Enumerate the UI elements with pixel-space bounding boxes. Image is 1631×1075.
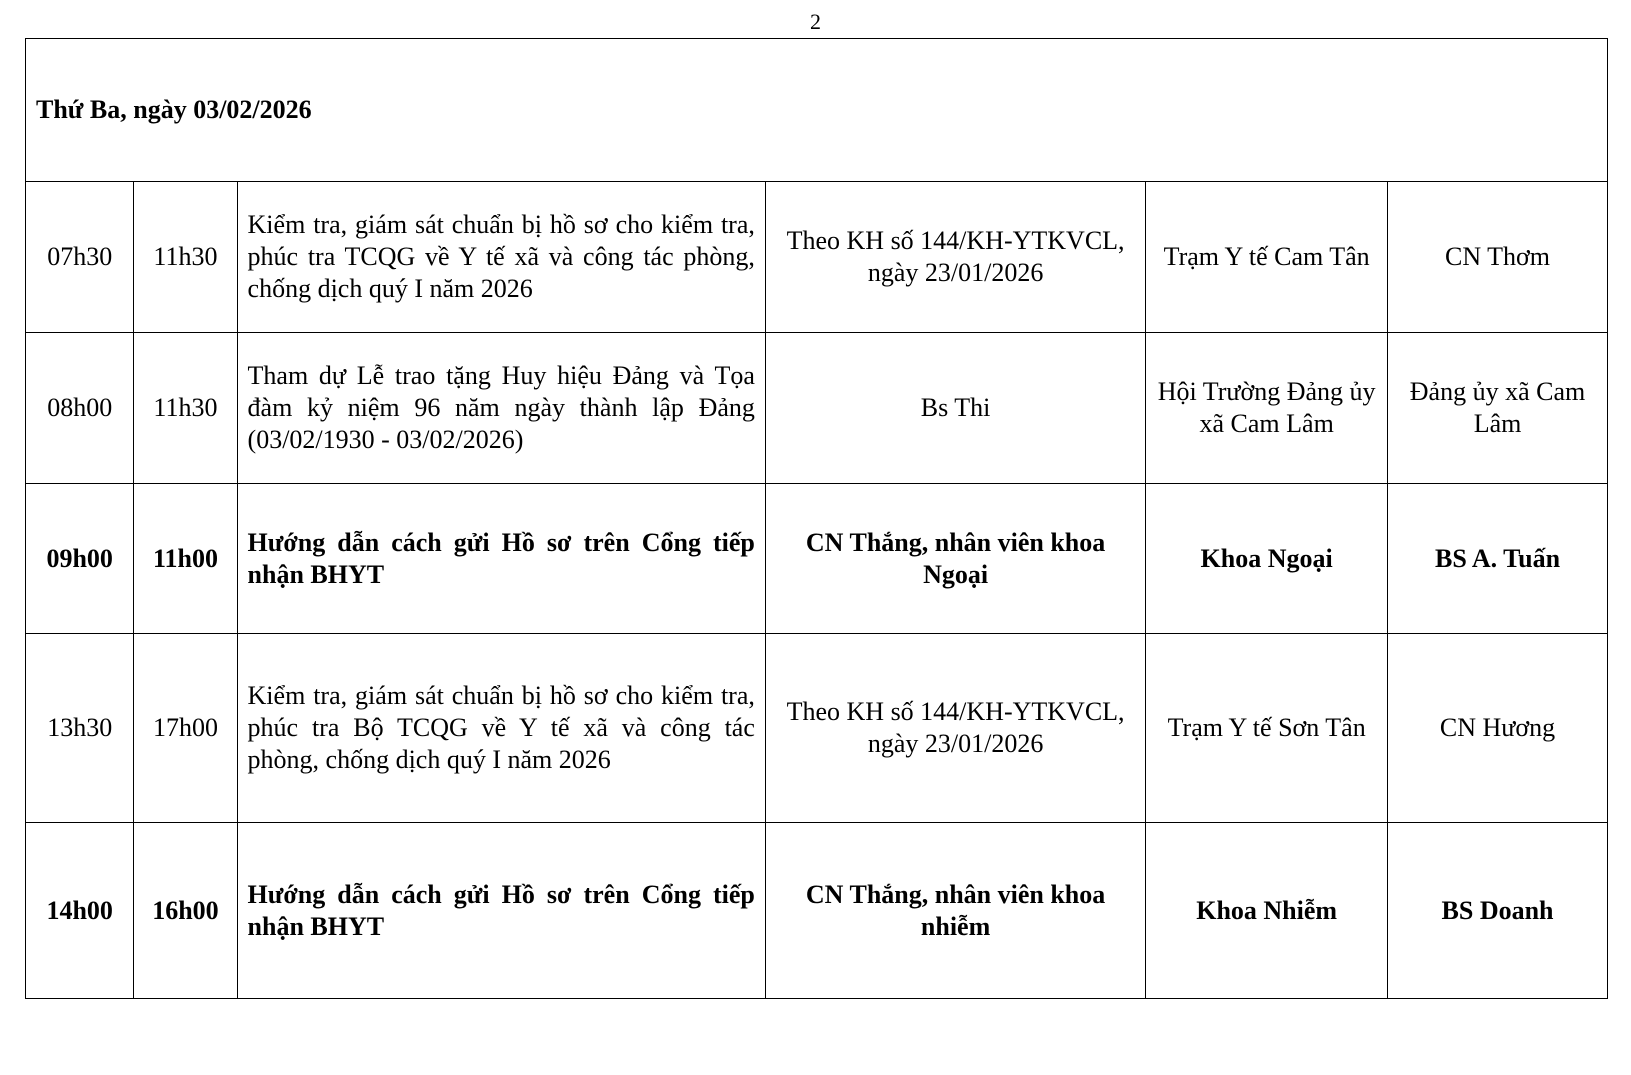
location: Khoa Ngoại (1146, 484, 1388, 634)
lead: Đảng ủy xã Cam Lâm (1388, 333, 1608, 484)
location: Khoa Nhiễm (1146, 823, 1388, 999)
lead: CN Thơm (1388, 182, 1608, 333)
lead: CN Hương (1388, 634, 1608, 823)
start-time: 14h00 (26, 823, 134, 999)
location: Trạm Y tế Sơn Tân (1146, 634, 1388, 823)
table-row (26, 484, 1608, 634)
location: Trạm Y tế Cam Tân (1146, 182, 1388, 333)
start-time: 07h30 (26, 182, 134, 333)
activity-content: Kiểm tra, giám sát chuẩn bị hồ sơ cho kiểm tra, phúc tra TCQG về Y tế xã và công tác phòng, chống dịch quý I năm 2026 (237, 182, 765, 333)
participants: Theo KH số 144/KH-YTKVCL, ngày 23/01/2026 (765, 634, 1145, 823)
end-time: 11h00 (134, 484, 237, 634)
table-row (26, 823, 1608, 999)
lead: BS Doanh (1388, 823, 1608, 999)
table-row (26, 634, 1608, 823)
day-header: Thứ Ba, ngày 03/02/2026 (26, 39, 1608, 182)
page-number: 2 (810, 9, 821, 34)
day-header-row (26, 39, 1608, 182)
start-time: 09h00 (26, 484, 134, 634)
activity-content: Kiểm tra, giám sát chuẩn bị hồ sơ cho kiểm tra, phúc tra Bộ TCQG về Y tế xã và công tác phòng, chống dịch quý I năm 2026 (237, 634, 765, 823)
participants: Theo KH số 144/KH-YTKVCL, ngày 23/01/2026 (765, 182, 1145, 333)
end-time: 16h00 (134, 823, 237, 999)
participants: CN Thắng, nhân viên khoa Ngoại (765, 484, 1145, 634)
start-time: 13h30 (26, 634, 134, 823)
participants: Bs Thi (765, 333, 1145, 484)
activity-content: Hướng dẫn cách gửi Hồ sơ trên Cổng tiếp nhận BHYT (237, 484, 765, 634)
activity-content: Hướng dẫn cách gửi Hồ sơ trên Cổng tiếp nhận BHYT (237, 823, 765, 999)
end-time: 11h30 (134, 182, 237, 333)
start-time: 08h00 (26, 333, 134, 484)
activity-content: Tham dự Lễ trao tặng Huy hiệu Đảng và Tọa đàm kỷ niệm 96 năm ngày thành lập Đảng (03/02/1930 - 03/02/2026) (237, 333, 765, 484)
table-row (26, 333, 1608, 484)
end-time: 11h30 (134, 333, 237, 484)
table-row (26, 182, 1608, 333)
end-time: 17h00 (134, 634, 237, 823)
schedule-table (25, 38, 1608, 999)
lead: BS A. Tuấn (1388, 484, 1608, 634)
participants: CN Thắng, nhân viên khoa nhiễm (765, 823, 1145, 999)
location: Hội Trường Đảng ủy xã Cam Lâm (1146, 333, 1388, 484)
